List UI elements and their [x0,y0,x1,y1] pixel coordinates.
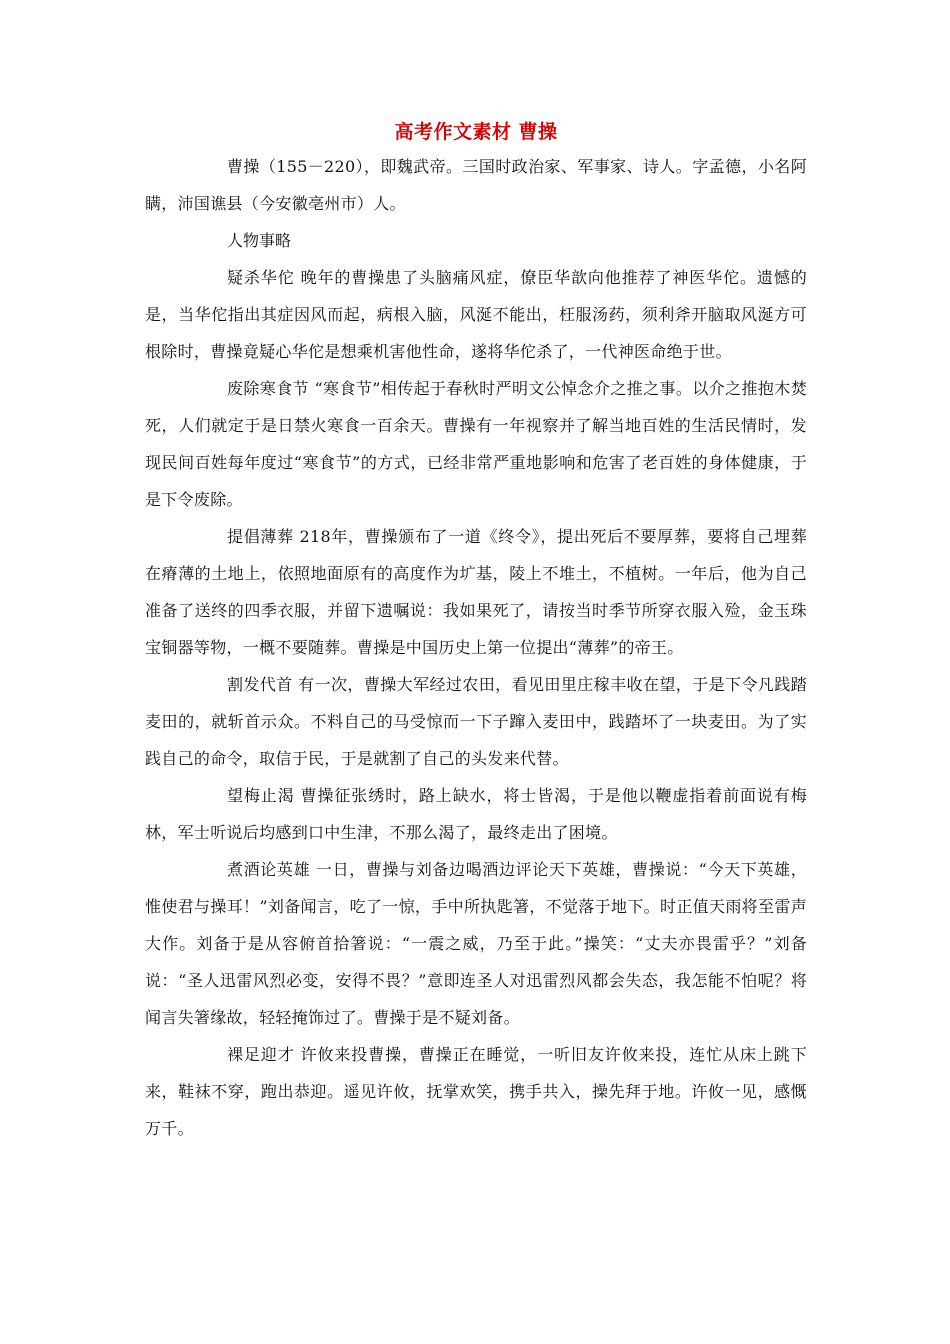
paragraph-luozu-yingcai: 裸足迎才 许攸来投曹操，曹操正在睡觉，一听旧友许攸来投，连忙从床上跳下来，鞋袜不穿，跑出恭迎。遥见许攸，抚掌欢笑，携手共入，操先拜于地。许攸一见，感慨万千。 [145,1045,807,1138]
paragraph-wangmei-zhike: 望梅止渴 曹操征张绣时，路上缺水，将士皆渴，于是他以鞭虚指着前面说有梅林，军士听说后均感到口中生津，不那么渴了，最终走出了困境。 [145,786,807,842]
paragraph-gefa-daishou: 割发代首 有一次，曹操大军经过农田，看见田里庄稼丰收在望，于是下令凡践踏麦田的，就斩首示众。不料自己的马受惊而一下子蹿入麦田中，践踏坏了一块麦田。为了实践自己的命令，取信于民，于是就割了自己的头发来代替。 [145,675,807,768]
paragraph-feichu-hanshijie: 废除寒食节 “寒食节”相传起于春秋时严明文公悼念介之推之事。以介之推抱木焚死，人们就定于是日禁火寒食一百余天。曹操有一年视察并了解当地百姓的生活民情时，发现民间百姓每年度过“寒食节”的方式，已经非常严重地影响和危害了老百姓的身体健康，于是下令废除。 [145,379,807,509]
intro-paragraph: 曹操（155－220），即魏武帝。三国时政治家、军事家、诗人。字孟德，小名阿瞒，沛国谯县（今安徽亳州市）人。 [145,157,807,213]
section-heading: 人物事略 [227,231,292,250]
paragraph-tichang-bozang: 提倡薄葬 218年，曹操颁布了一道《终令》，提出死后不要厚葬，要将自己埋葬在瘠薄的土地上，依照地面原有的高度作为圹基，陵上不堆土，不植树。一年后，他为自己准备了送终的四季衣服，并留下遗嘱说：我如果死了，请按当时季节所穿衣服入殓，金玉珠宝铜器等物，一概不要随葬。曹操是中国历史上第一位提出“薄葬”的帝王。 [145,527,807,657]
paragraph-yisha-huatuo: 疑杀华佗 晚年的曹操患了头脑痛风症，僚臣华歆向他推荐了神医华佗。遗憾的是，当华佗指出其症因风而起，病根入脑，风涎不能出，枉服汤药，须利斧开脑取风涎方可根除时，曹操竟疑心华佗是想乘机害他性命，遂将华佗杀了，一代神医命绝于世。 [145,268,807,361]
document-title: 高考作文素材 曹操 [394,121,558,143]
paragraph-zhujiu-lunyingxiong: 煮酒论英雄 一日，曹操与刘备边喝酒边评论天下英雄，曹操说：“今天下英雄，惟使君与操耳！”刘备闻言，吃了一惊，手中所执匙箸，不觉落于地下。时正值天雨将至雷声大作。刘备于是从容俯首拾箸说：“一震之威，乃至于此。”操笑：“丈夫亦畏雷乎？”刘备说：“圣人迅雷风烈必变，安得不畏？”意即连圣人对迅雷烈风都会失态，我怎能不怕呢？将闻言失箸缘故，轻轻掩饰过了。曹操于是不疑刘备。 [145,860,807,1027]
document-page [145,118,807,1147]
